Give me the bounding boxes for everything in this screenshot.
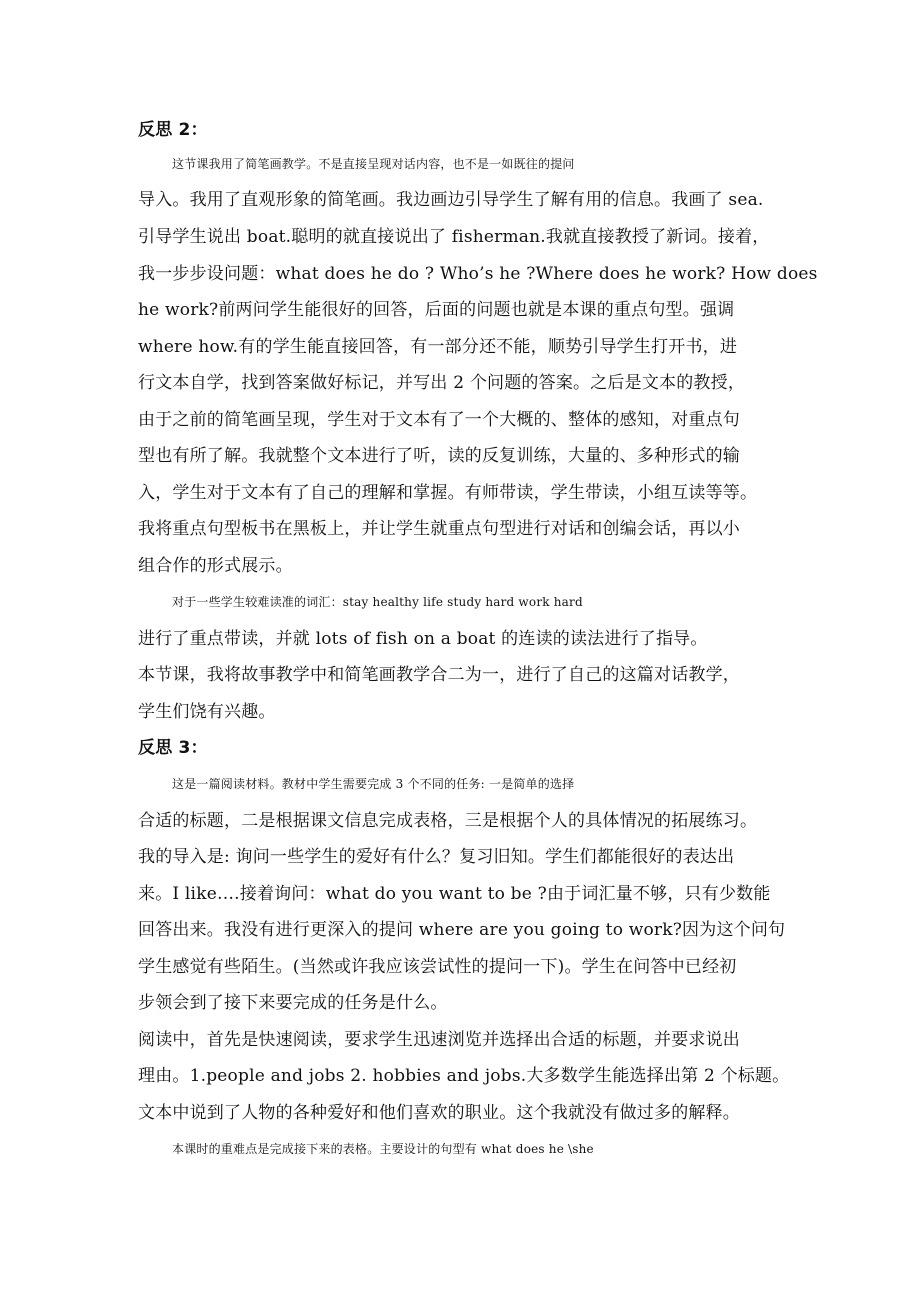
- paragraph-line: 入，学生对于文本有了自己的理解和掌握。有师带读，学生带读，小组互读等等。: [138, 483, 758, 503]
- paragraph-line: 步领会到了接下来要完成的任务是什么。: [138, 993, 448, 1013]
- paragraph-line: 回答出来。我没有进行更深入的提问 where are you going to work?因为这个问句: [138, 920, 786, 940]
- paragraph-line: 合适的标题，二是根据课文信息完成表格，三是根据个人的具体情况的拓展练习。: [138, 811, 758, 831]
- paragraph-line: 我的导入是: 询问一些学生的爱好有什么？复习旧知。学生们都能很好的表达出: [138, 847, 735, 867]
- paragraph-line: 引导学生说出 boat.聪明的就直接说出了 fisherman.我就直接教授了新词。接着，: [138, 227, 770, 247]
- paragraph-line: 我将重点句型板书在黑板上，并让学生就重点句型进行对话和创编会话，再以小: [138, 519, 740, 539]
- paragraph-line: 学生们饶有兴趣。: [138, 702, 276, 722]
- paragraph-line: 行文本自学，找到答案做好标记，并写出 2 个问题的答案。之后是文本的教授，: [138, 373, 746, 393]
- paragraph-line: 对于一些学生较难读准的词汇：stay healthy life study hard work hard: [172, 595, 583, 609]
- paragraph-line: 我一步步设问题：what does he do ? Who’s he ?Where does he work? How does: [138, 264, 818, 284]
- paragraph-line: 组合作的形式展示。: [138, 556, 293, 576]
- paragraph-line: 本课时的重难点是完成接下来的表格。主要设计的句型有 what does he \she: [172, 1142, 594, 1156]
- paragraph-line: 理由。1.people and jobs 2. hobbies and jobs.大多数学生能选择出第 2 个标题。: [138, 1066, 790, 1086]
- paragraph-line: where how.有的学生能直接回答，有一部分还不能，顺势引导学生打开书，进: [138, 337, 738, 357]
- heading-reflection-2: 反思 2：: [138, 120, 208, 140]
- paragraph-line: 由于之前的简笔画呈现，学生对于文本有了一个大概的、整体的感知，对重点句: [138, 410, 740, 430]
- paragraph-line: 导入。我用了直观形象的简笔画。我边画边引导学生了解有用的信息。我画了 sea.: [138, 190, 764, 210]
- paragraph-line: 学生感觉有些陌生。(当然或许我应该尝试性的提问一下)。学生在问答中已经初: [138, 957, 737, 977]
- paragraph-line: 型也有所了解。我就整个文本进行了听，读的反复训练，大量的、多种形式的输: [138, 446, 740, 466]
- paragraph-line: 本节课，我将故事教学中和简笔画教学合二为一，进行了自己的这篇对话教学，: [138, 665, 740, 685]
- paragraph-line: 这节课我用了简笔画教学。不是直接呈现对话内容，也不是一如既往的提问: [172, 157, 575, 171]
- paragraph-line: 文本中说到了人物的各种爱好和他们喜欢的职业。这个我就没有做过多的解释。: [138, 1103, 740, 1123]
- paragraph-line: 阅读中，首先是快速阅读，要求学生迅速浏览并选择出合适的标题，并要求说出: [138, 1030, 740, 1050]
- paragraph-line: he work?前两问学生能很好的回答，后面的问题也就是本课的重点句型。强调: [138, 300, 735, 320]
- heading-reflection-3: 反思 3：: [138, 738, 208, 758]
- paragraph-line: 进行了重点带读，并就 lots of fish on a boat 的连读的读法进行了指导。: [138, 629, 708, 649]
- paragraph-line: 这是一篇阅读材料。教材中学生需要完成 3 个不同的任务: 一是简单的选择: [172, 777, 575, 791]
- paragraph-line: 来。I like….接着询问：what do you want to be ?由于词汇量不够，只有少数能: [138, 884, 771, 904]
